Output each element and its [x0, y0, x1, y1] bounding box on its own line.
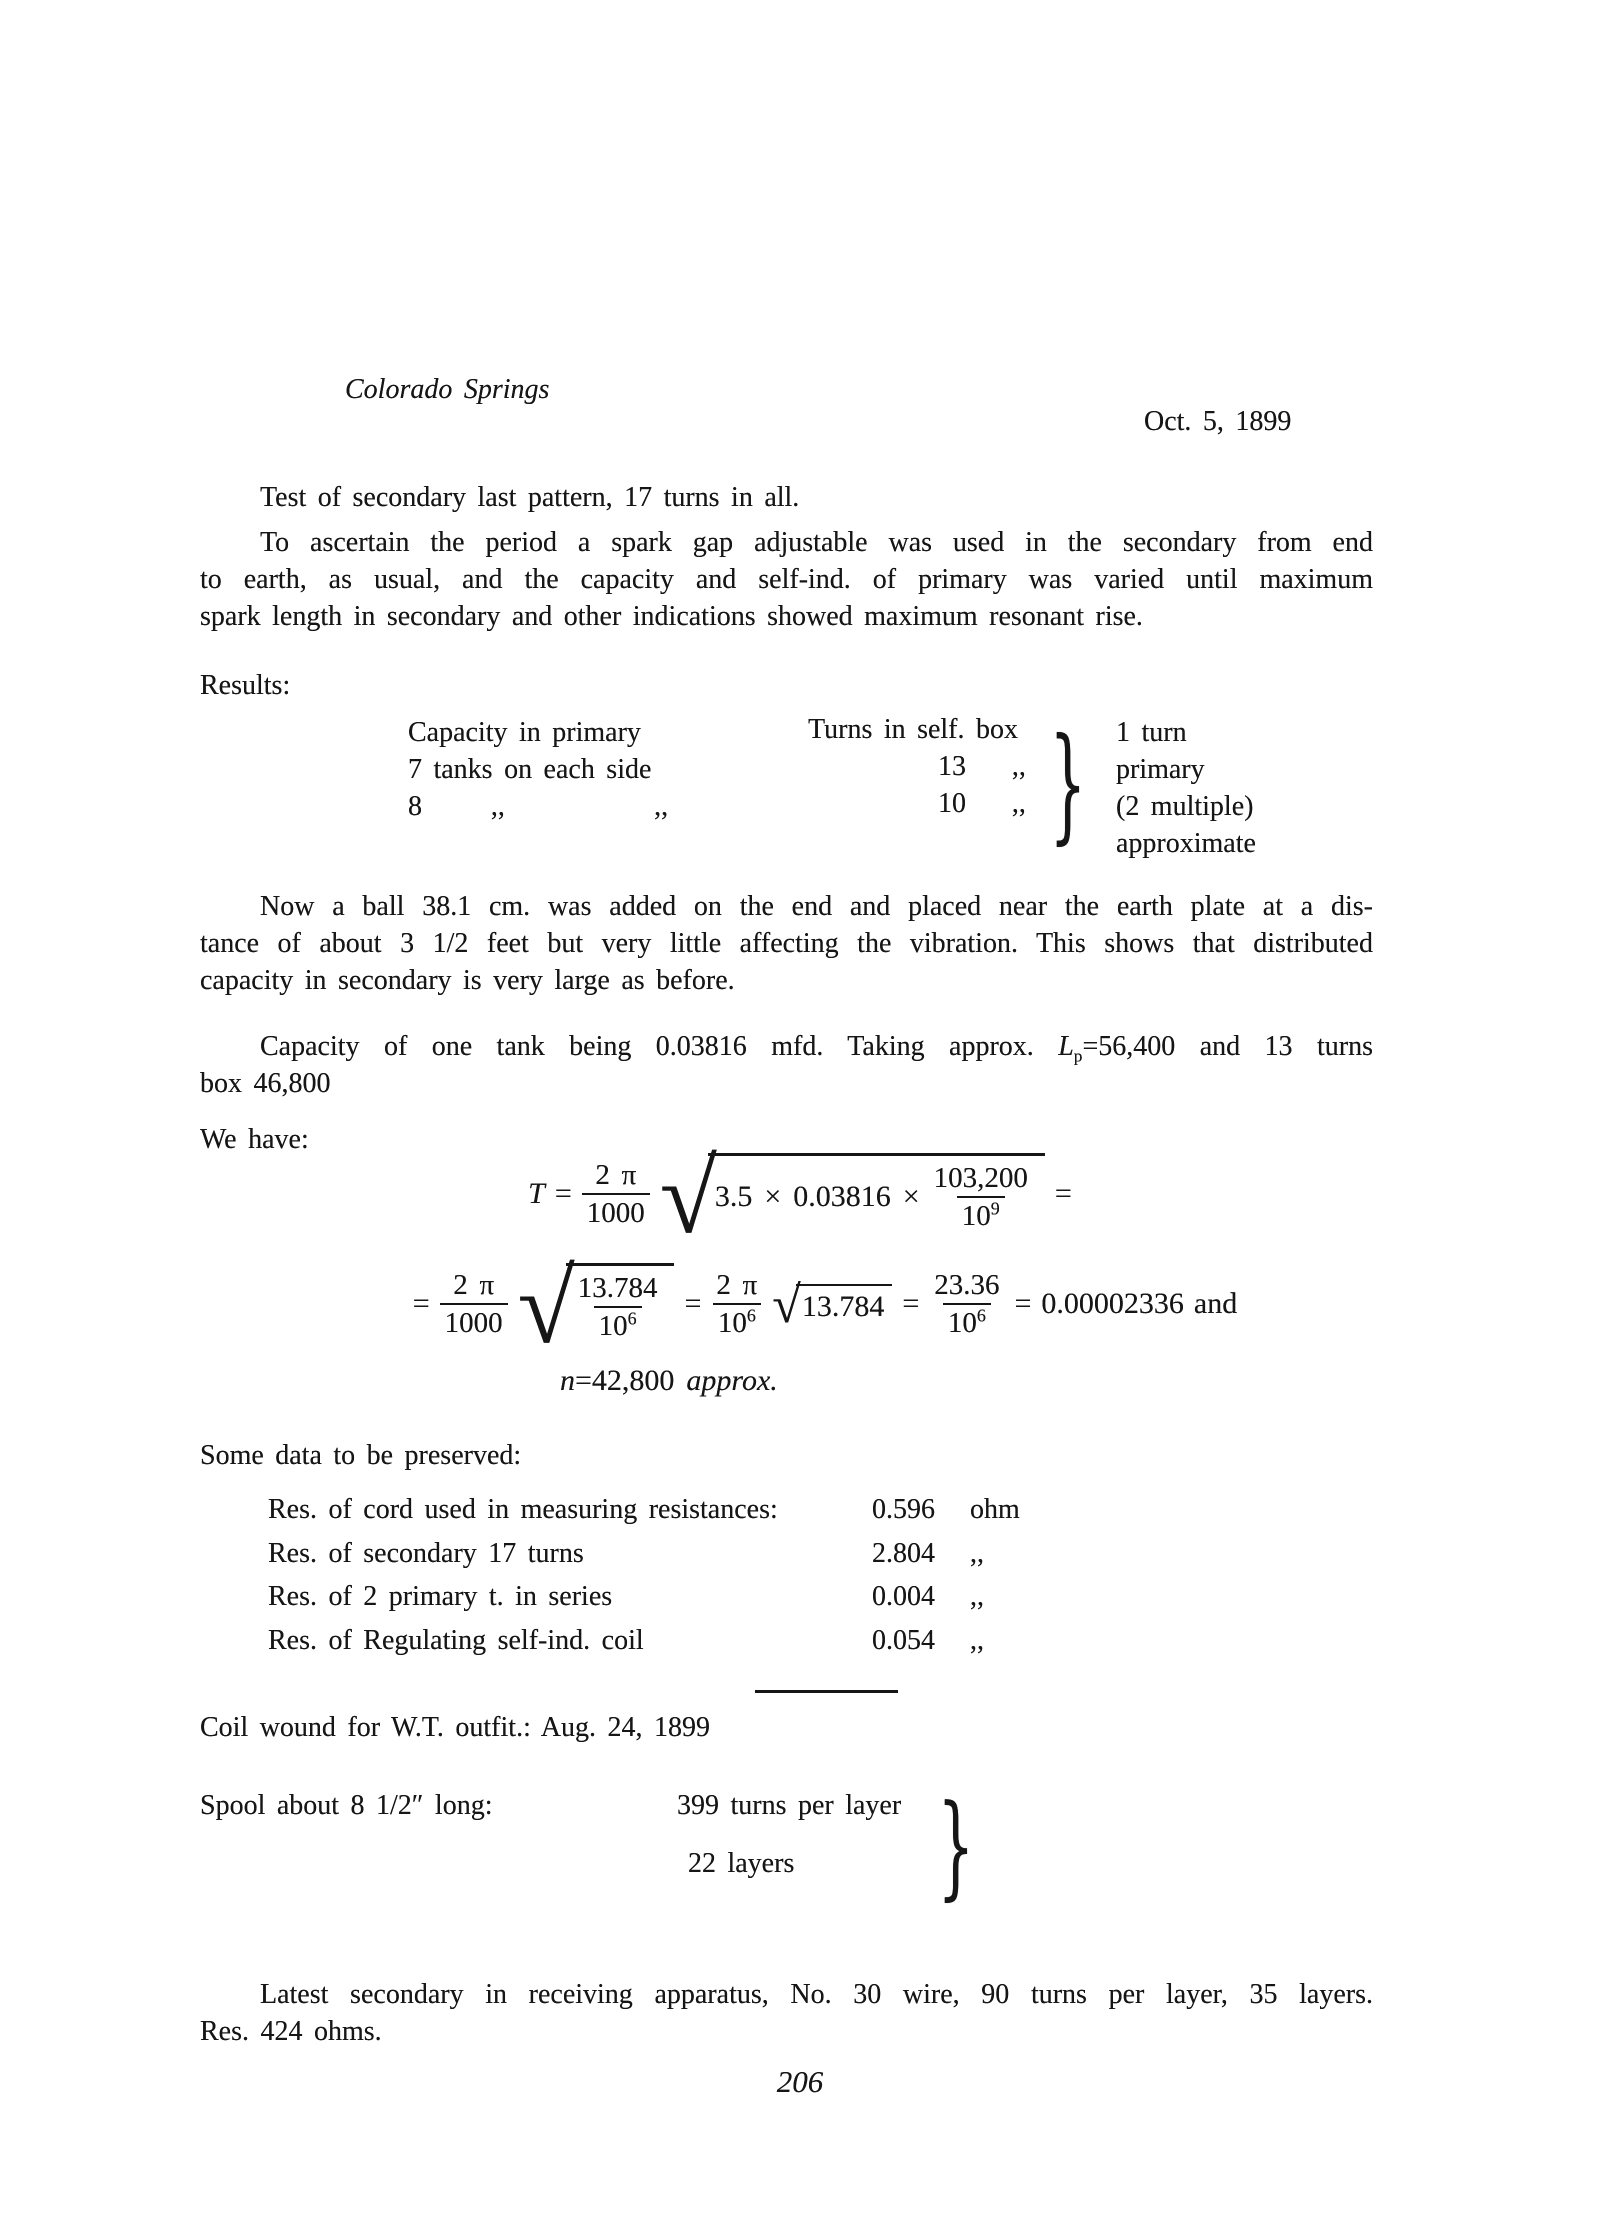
results-turns-header: Turns in self. box	[808, 714, 1018, 745]
equals-sign: =	[684, 1287, 702, 1320]
fraction-2pi-1000	[440, 1269, 508, 1340]
power-base: 10	[961, 1200, 991, 1233]
formula-result: 0.00002336	[1041, 1287, 1184, 1320]
we-have-label: We have:	[200, 1124, 309, 1155]
period-formula	[320, 1140, 1280, 1256]
radicand	[796, 1284, 893, 1324]
power-base: 10	[717, 1307, 747, 1339]
results-note-line: (2 multiple)	[1116, 791, 1254, 822]
spool-layers: 22 layers	[688, 1848, 795, 1879]
results-note-line: approximate	[1116, 828, 1256, 859]
power-base: 10	[947, 1307, 977, 1339]
equals-sign: =	[1054, 1177, 1072, 1210]
fraction-denominator: 1000	[582, 1193, 650, 1229]
intro-paragraph	[200, 524, 1373, 635]
resistance-unit: ohm	[970, 1494, 1020, 1525]
radicand-text: 3.5 × 0.03816 ×	[714, 1180, 920, 1214]
table-row	[268, 1581, 1368, 1625]
paragraph-line: capacity in secondary is very large as before.	[200, 965, 735, 996]
power-base: 10	[598, 1310, 628, 1343]
radical-sign: √	[659, 1140, 717, 1256]
paragraph-line: to earth, as usual, and the capacity and self-ind. of primary was varied until maximum	[200, 564, 1373, 595]
fraction-numerator: 23.36	[934, 1268, 1000, 1301]
capacity-text: Capacity of one tank being 0.03816 mfd. Taking approx.	[260, 1031, 1059, 1062]
paragraph-line: spark length in secondary and other indications showed maximum resonant rise.	[200, 601, 1143, 632]
power-exponent: 6	[746, 1305, 756, 1326]
square-root	[517, 1250, 675, 1366]
section-divider	[755, 1690, 898, 1693]
resistance-value: 2.804	[872, 1537, 935, 1569]
paragraph-line: Now a ball 38.1 cm. was added on the end and placed near the earth plate at a dis-	[260, 891, 1373, 922]
frequency-variable: n	[560, 1364, 575, 1397]
results-turns-value: 13 ,,	[938, 751, 1026, 782]
frequency-value: =42,800	[575, 1364, 675, 1397]
results-label: Results:	[200, 670, 291, 701]
dateline-location: Colorado Springs	[345, 374, 550, 405]
fraction-2pi-1e6	[711, 1269, 762, 1340]
radicand-text: 13.784	[801, 1289, 885, 1323]
paragraph-line: tance of about 3 1/2 feet but very little affecting the vibration. This shows that distributed	[200, 928, 1373, 959]
fraction-numerator: 2 π	[453, 1268, 495, 1301]
page-number: 206	[776, 2064, 824, 2099]
opening-sentence: Test of secondary last pattern, 17 turns in all.	[260, 482, 800, 513]
resistance-unit: ,,	[970, 1624, 984, 1656]
preserved-table	[268, 1494, 1368, 1668]
fraction-2pi-1000	[582, 1159, 650, 1230]
fraction-numerator: 2 π	[716, 1268, 758, 1301]
fraction-denominator	[957, 1196, 1005, 1232]
fraction-numerator: 13.784	[577, 1272, 658, 1305]
equals-sign: =	[902, 1287, 920, 1320]
resistance-value: 0.054	[872, 1624, 935, 1656]
fraction-numerator: 103,200	[933, 1162, 1028, 1195]
equals-sign: =	[1014, 1287, 1032, 1320]
fraction-103200-1e9	[929, 1162, 1033, 1233]
dateline-date: Oct. 5, 1899	[1144, 406, 1292, 437]
power-exponent: 6	[627, 1308, 637, 1329]
results-note-line: 1 turn	[1116, 717, 1187, 748]
paragraph-line: To ascertain the period a spark gap adjustable was used in the secondary from end	[260, 527, 1373, 558]
curly-brace-glyph: }	[1049, 711, 1087, 857]
fraction-2336-1e6	[929, 1269, 1004, 1340]
results-note-line: primary	[1116, 754, 1205, 785]
results-note-column	[1116, 714, 1256, 862]
spool-brace	[934, 1778, 978, 1914]
preserved-heading: Some data to be preserved:	[200, 1440, 522, 1471]
resistance-value: 0.596	[872, 1494, 935, 1525]
paragraph-line: box 46,800	[200, 1068, 331, 1099]
fraction-denominator	[594, 1306, 642, 1342]
square-root	[659, 1140, 1045, 1256]
resistance-value: 0.004	[872, 1581, 935, 1612]
capacity-text: =56,400 and 13 turns	[1082, 1031, 1373, 1062]
equals-sign: =	[412, 1287, 430, 1320]
square-root-small	[772, 1276, 892, 1334]
results-cell: Capacity in primary	[408, 717, 641, 748]
inductance-variable: L	[1058, 1031, 1074, 1062]
period-formula-continued	[225, 1250, 1425, 1366]
resistance-unit: ,,	[970, 1581, 984, 1612]
results-cell: 7 tanks on each side	[408, 754, 652, 785]
spool-turns-per-layer: 399 turns per layer	[677, 1790, 902, 1821]
ball-paragraph	[200, 888, 1373, 999]
formula-variable-T: T	[528, 1177, 545, 1210]
resistance-label: Res. of secondary 17 turns	[268, 1537, 584, 1569]
fraction-numerator: 2 π	[595, 1158, 637, 1191]
power-exponent: 6	[976, 1305, 986, 1326]
fraction-denominator	[943, 1303, 991, 1339]
resistance-unit: ,,	[970, 1537, 984, 1569]
radicand	[566, 1263, 675, 1345]
fraction-denominator	[713, 1303, 761, 1339]
power-exponent: 9	[990, 1198, 1000, 1219]
resistance-label: Res. of Regulating self-ind. coil	[268, 1624, 644, 1656]
paragraph-line: Latest secondary in receiving apparatus, No. 30 wire, 90 turns per layer, 35 layers.	[260, 1979, 1373, 2010]
radical-sign: √	[772, 1276, 801, 1334]
results-capacity-column	[408, 714, 668, 825]
spool-label: Spool about 8 1/2″ long:	[200, 1790, 493, 1821]
paragraph-line: Res. 424 ohms.	[200, 2016, 382, 2047]
table-row	[268, 1494, 1368, 1538]
results-turns-value: 10 ,,	[938, 788, 1026, 819]
resistance-label: Res. of 2 primary t. in series	[268, 1581, 613, 1612]
formula-and: and	[1193, 1287, 1238, 1320]
equals-sign: =	[554, 1177, 572, 1210]
radical-sign: √	[517, 1250, 575, 1366]
inductance-subscript: p	[1073, 1046, 1083, 1066]
frequency-line	[560, 1364, 778, 1398]
capacity-paragraph	[200, 1028, 1373, 1102]
closing-paragraph	[200, 1976, 1373, 2050]
table-row	[268, 1538, 1368, 1582]
radicand	[708, 1153, 1045, 1235]
fraction-13784-1e6	[573, 1272, 663, 1343]
table-row	[268, 1625, 1368, 1669]
paragraph-line	[200, 1028, 1373, 1065]
results-cell-ditto: 8 ,, ,,	[408, 791, 669, 822]
curly-brace-glyph: }	[937, 1780, 975, 1912]
results-brace	[1046, 708, 1090, 860]
resistance-label: Res. of cord used in measuring resistances:	[268, 1494, 778, 1525]
frequency-approx: approx.	[686, 1364, 778, 1397]
fraction-denominator: 1000	[440, 1303, 508, 1339]
coil-wound-line: Coil wound for W.T. outfit.: Aug. 24, 1899	[200, 1712, 710, 1743]
